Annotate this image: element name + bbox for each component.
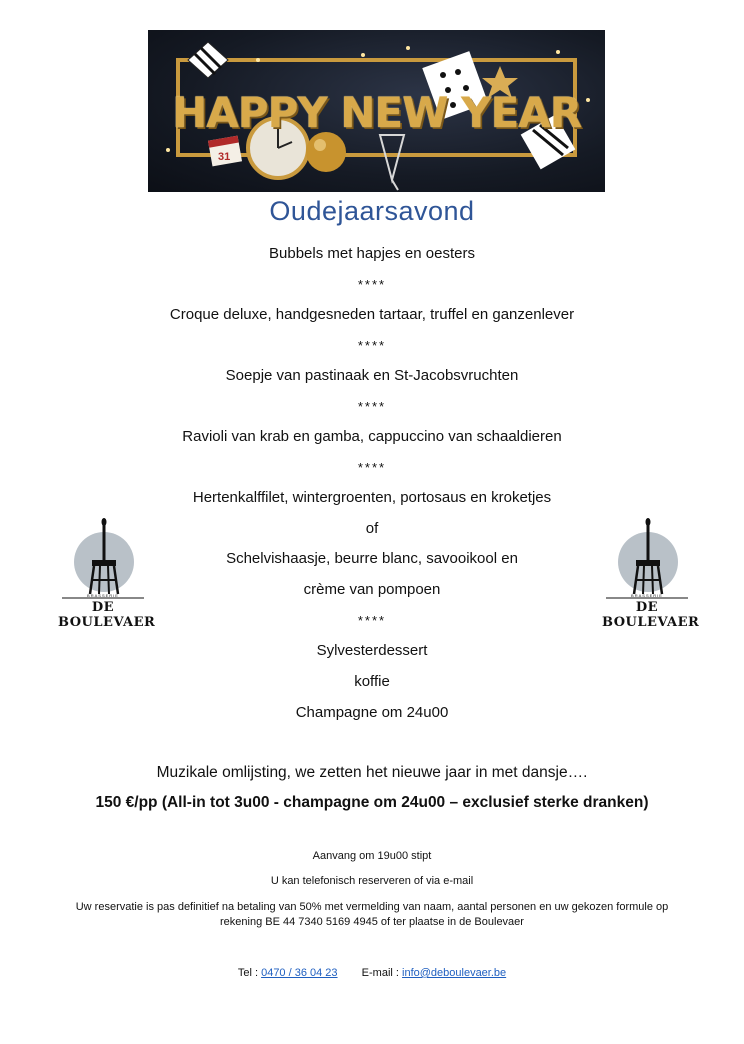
course-4: Ravioli van krab en gamba, cappuccino van schaaldieren — [182, 428, 562, 445]
course-6c: Champagne om 24u00 — [295, 704, 449, 721]
contact-line — [0, 966, 744, 981]
email-label: E-mail : — [361, 967, 403, 979]
logo-subtitle: BRASSERIE — [631, 593, 663, 598]
logo-brand: DE BOULEVAER — [602, 600, 700, 630]
payment-info-line1: Uw reservatie is pas definitief na betaling van 50% met vermelding van naam, aantal personen en uw gekozen formule op — [75, 901, 669, 913]
course-or: of — [365, 520, 379, 537]
course-5a: Hertenkalffilet, wintergroenten, portosaus en kroketjes — [192, 489, 552, 506]
course-5b-line2: crème van pompoen — [303, 581, 441, 598]
promo-text: Muzikale omlijsting, we zetten het nieuwe jaar in met dansje…. — [156, 764, 588, 781]
payment-info-line2: rekening BE 44 7340 5169 4945 of ter plaatse in de Boulevaer — [220, 916, 524, 928]
banner-title: HAPPY NEW YEAR — [172, 88, 581, 137]
course-6a: Sylvesterdessert — [316, 642, 428, 659]
logo-subtitle: BRASSERIE — [87, 593, 119, 598]
separator: **** — [357, 399, 387, 414]
logo-left — [58, 516, 156, 630]
course-1: Bubbels met hapjes en oesters — [269, 245, 475, 262]
gift-box-left — [188, 42, 228, 78]
separator: **** — [357, 460, 387, 475]
separator: **** — [357, 613, 387, 628]
separator: **** — [357, 338, 387, 353]
email-link[interactable]: info@deboulevaer.be — [402, 967, 507, 979]
logo-right — [602, 516, 700, 630]
new-year-banner — [148, 30, 605, 192]
course-6b: koffie — [354, 673, 390, 690]
logo-brand: DE BOULEVAER — [58, 600, 156, 630]
course-3: Soepje van pastinaak en St-Jacobsvruchten — [225, 367, 519, 384]
tel-label: Tel : — [237, 967, 262, 979]
reservation-info: U kan telefonisch reserveren of via e-mail — [270, 875, 474, 887]
separator: **** — [357, 277, 387, 292]
start-time: Aanvang om 19u00 stipt — [312, 850, 432, 862]
price-text: 150 €/pp (All-in tot 3u00 - champagne om 24u00 – exclusief sterke dranken) — [95, 794, 649, 811]
calendar-day: 31 — [218, 151, 231, 163]
champagne-glass-icon — [380, 135, 404, 190]
phone-link[interactable]: 0470 / 36 04 23 — [261, 967, 338, 979]
course-5b-line1: Schelvishaasje, beurre blanc, savooikool en — [226, 550, 518, 567]
course-2: Croque deluxe, handgesneden tartaar, truffel en ganzenlever — [169, 306, 575, 323]
menu-title: Oudejaarsavond — [269, 196, 475, 226]
gold-ornament-icon — [306, 132, 346, 172]
